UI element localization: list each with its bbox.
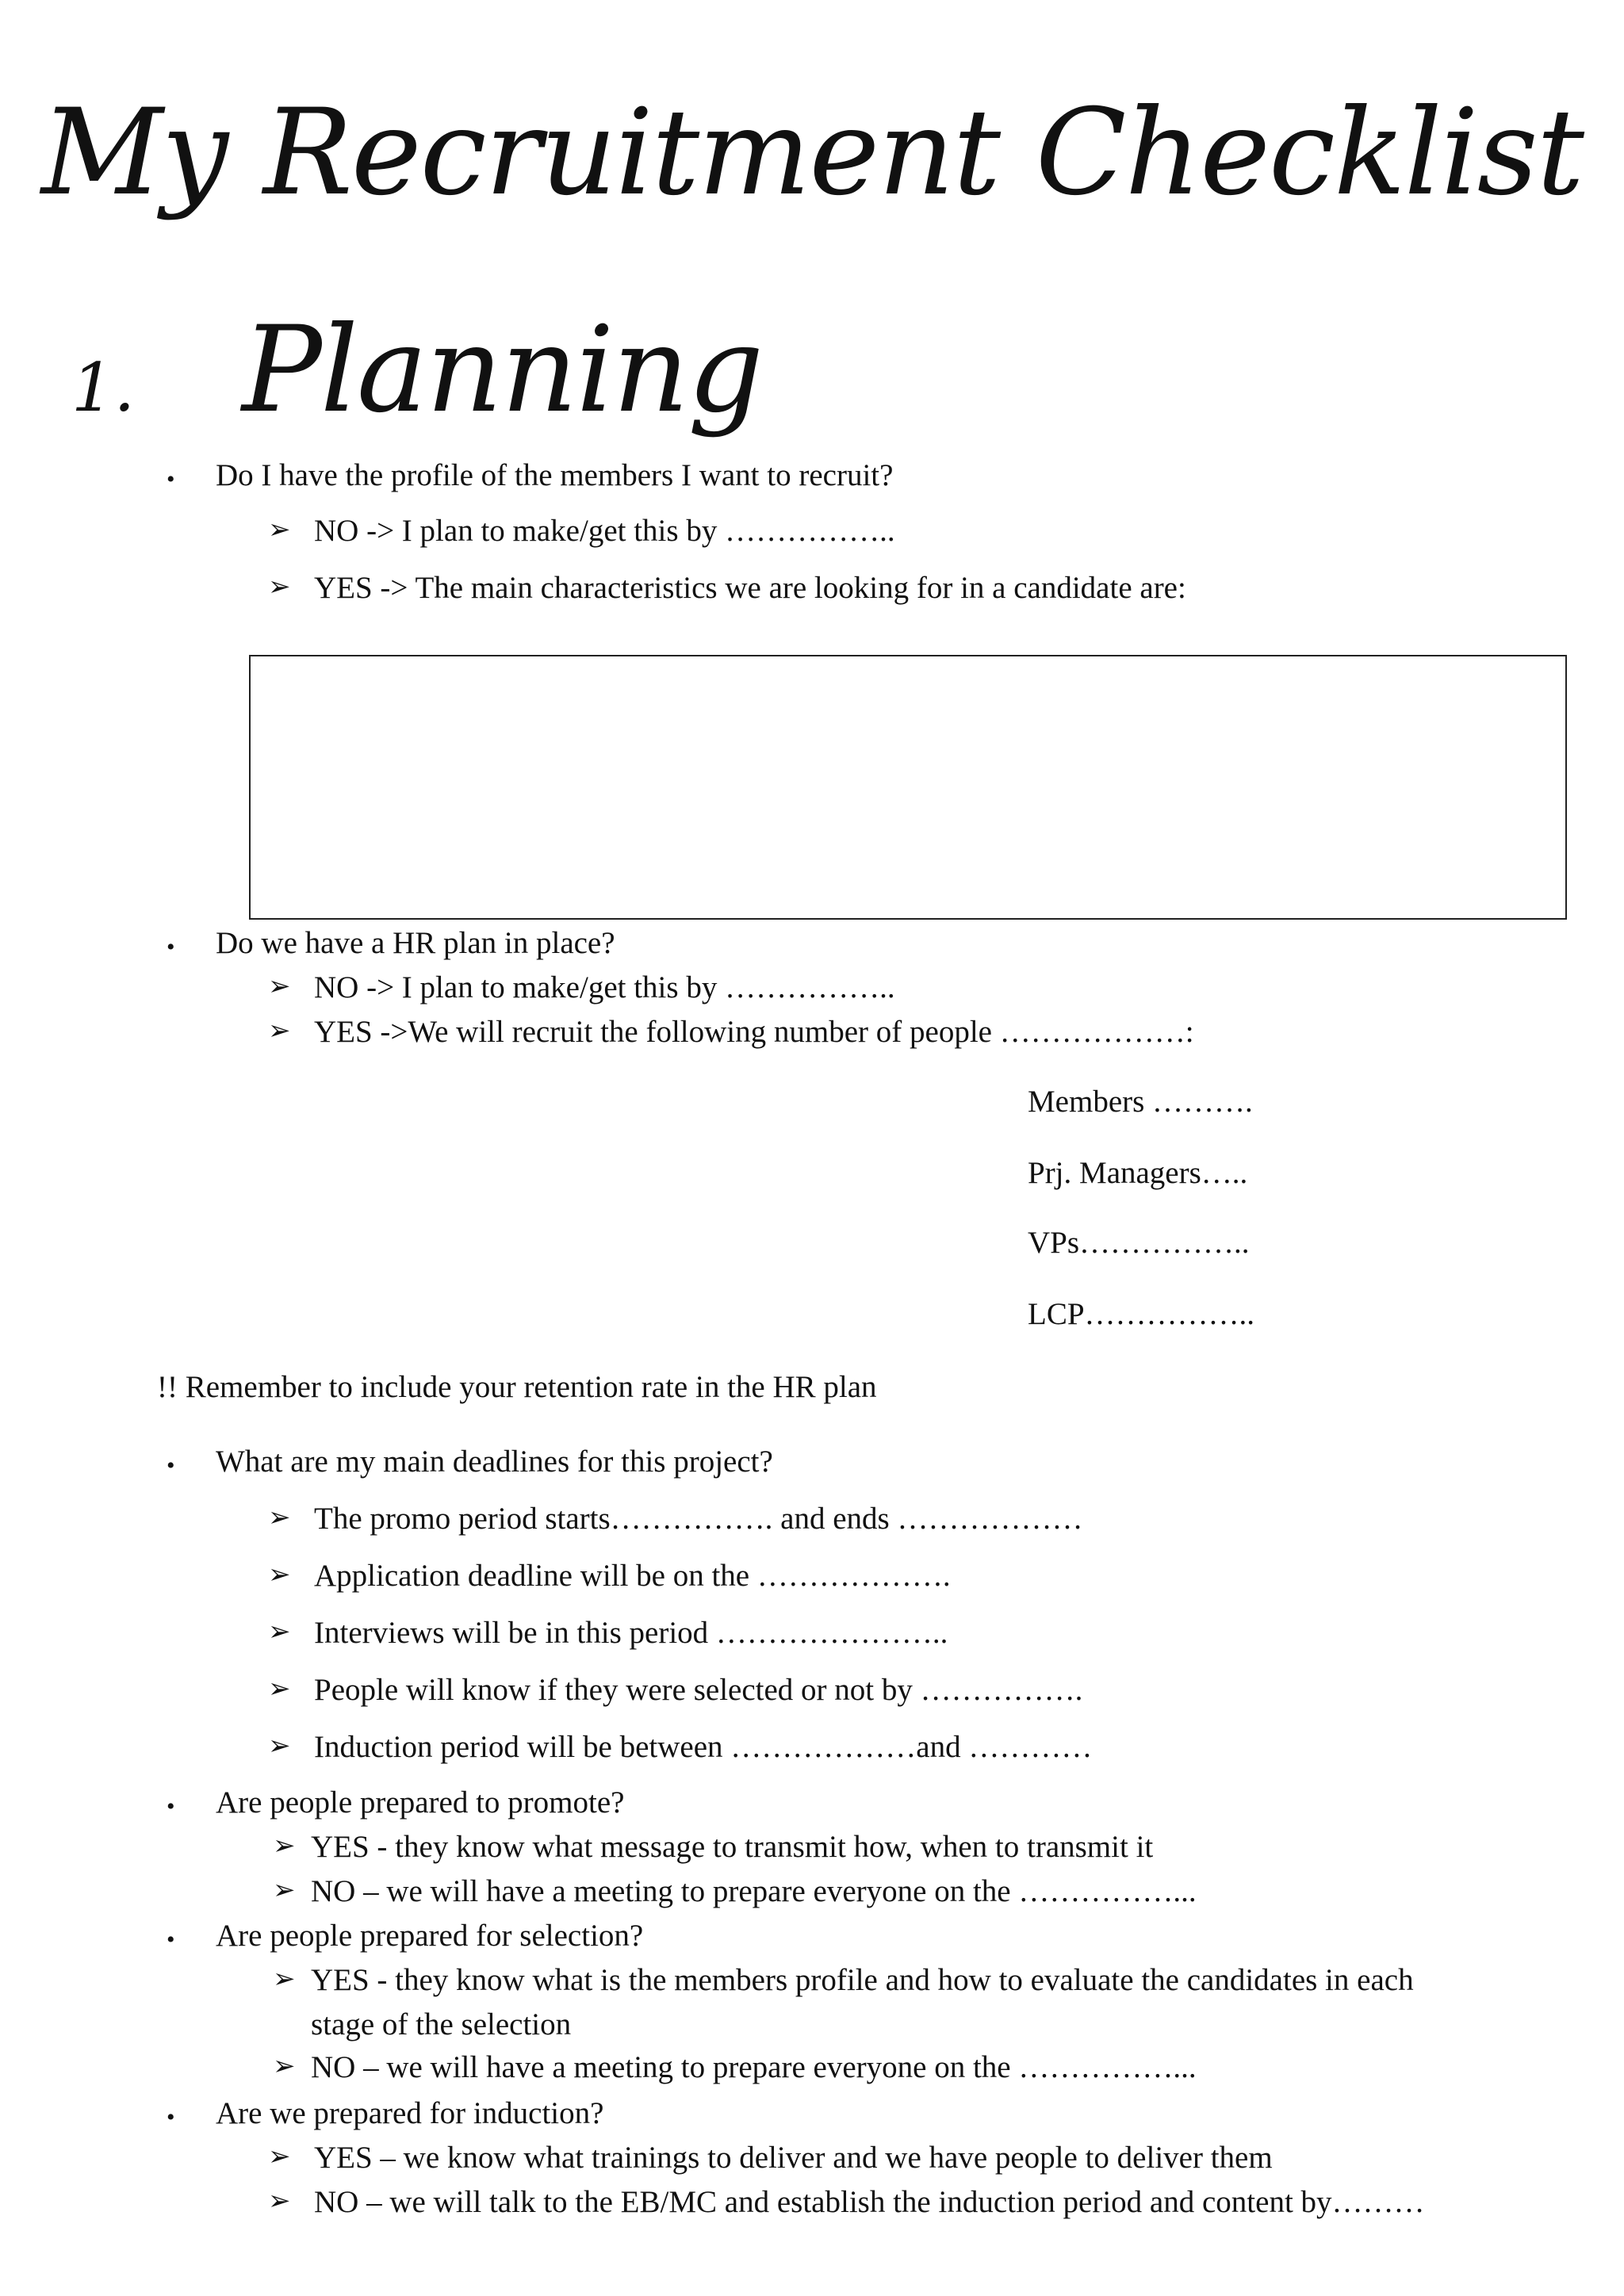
deadline-application: Application deadline will be on the ………………. — [314, 1559, 951, 1593]
bullet-icon: • — [167, 934, 175, 960]
arrow-bullet-icon: ➢ — [268, 2142, 291, 2172]
count-vps: VPs…………….. — [1028, 1226, 1250, 1260]
answer-hr-plan-no: NO -> I plan to make/get this by …………….. — [314, 970, 895, 1004]
bullet-icon: • — [167, 1927, 175, 1953]
bullet-icon: • — [167, 2104, 175, 2130]
arrow-bullet-icon: ➢ — [268, 972, 291, 1001]
question-induction: Are we prepared for induction? — [216, 2096, 604, 2130]
bullet-icon: • — [167, 1452, 175, 1479]
arrow-bullet-icon: ➢ — [268, 1732, 291, 1761]
answer-promote-no: NO – we will have a meeting to prepare everyone on the ……………... — [311, 1874, 1197, 1908]
bullet-icon: • — [167, 1793, 175, 1820]
section-number: 1. — [71, 349, 136, 427]
arrow-bullet-icon: ➢ — [268, 1560, 291, 1590]
deadline-induction: Induction period will be between ………………and ………… — [314, 1730, 1093, 1764]
arrow-bullet-icon: ➢ — [268, 1503, 291, 1533]
answer-promote-yes: YES - they know what message to transmit how, when to transmit it — [311, 1830, 1154, 1864]
arrow-bullet-icon: ➢ — [273, 1831, 296, 1861]
page-title: My Recruitment Checklist — [40, 84, 1584, 222]
arrow-bullet-icon: ➢ — [268, 1617, 291, 1647]
characteristics-answer-box[interactable] — [249, 655, 1567, 920]
section-heading — [71, 301, 763, 439]
count-members: Members ………. — [1028, 1085, 1253, 1119]
answer-selection-no: NO – we will have a meeting to prepare everyone on the ……………... — [311, 2050, 1197, 2084]
arrow-bullet-icon: ➢ — [273, 1876, 296, 1905]
arrow-bullet-icon: ➢ — [273, 2052, 296, 2081]
arrow-bullet-icon: ➢ — [273, 1965, 296, 1994]
answer-induction-no: NO – we will talk to the EB/MC and establish the induction period and content by……… — [314, 2185, 1425, 2219]
question-promote: Are people prepared to promote? — [216, 1785, 625, 1820]
count-lcp: LCP…………….. — [1028, 1297, 1255, 1331]
arrow-bullet-icon: ➢ — [268, 572, 291, 602]
answer-profile-yes: YES -> The main characteristics we are looking for in a candidate are: — [314, 571, 1186, 605]
question-hr-plan: Do we have a HR plan in place? — [216, 926, 615, 960]
retention-reminder: !! Remember to include your retention rate in the HR plan — [157, 1370, 877, 1404]
answer-induction-yes: YES – we know what trainings to deliver and we have people to deliver them — [314, 2141, 1273, 2175]
deadline-interviews: Interviews will be in this period ………………….. — [314, 1616, 948, 1650]
question-profile: Do I have the profile of the members I want to recruit? — [216, 458, 894, 492]
count-project-managers: Prj. Managers….. — [1028, 1156, 1248, 1190]
arrow-bullet-icon: ➢ — [268, 1674, 291, 1704]
answer-selection-yes-continued: stage of the selection — [311, 2007, 572, 2042]
question-selection: Are people prepared for selection? — [216, 1919, 644, 1953]
section-title: Planning — [242, 301, 763, 439]
deadline-promo-period: The promo period starts……………. and ends ……………… — [314, 1502, 1083, 1536]
answer-profile-no: NO -> I plan to make/get this by …………….. — [314, 514, 895, 548]
bullet-icon: • — [167, 466, 175, 492]
answer-selection-yes: YES - they know what is the members profile and how to evaluate the candidates in each — [311, 1963, 1414, 1997]
answer-hr-plan-yes: YES ->We will recruit the following number of people ………………: — [314, 1015, 1194, 1049]
arrow-bullet-icon: ➢ — [268, 2187, 291, 2216]
arrow-bullet-icon: ➢ — [268, 515, 291, 545]
arrow-bullet-icon: ➢ — [268, 1016, 291, 1046]
question-deadlines: What are my main deadlines for this project? — [216, 1445, 773, 1479]
deadline-selection-results: People will know if they were selected or not by ……………. — [314, 1673, 1083, 1707]
